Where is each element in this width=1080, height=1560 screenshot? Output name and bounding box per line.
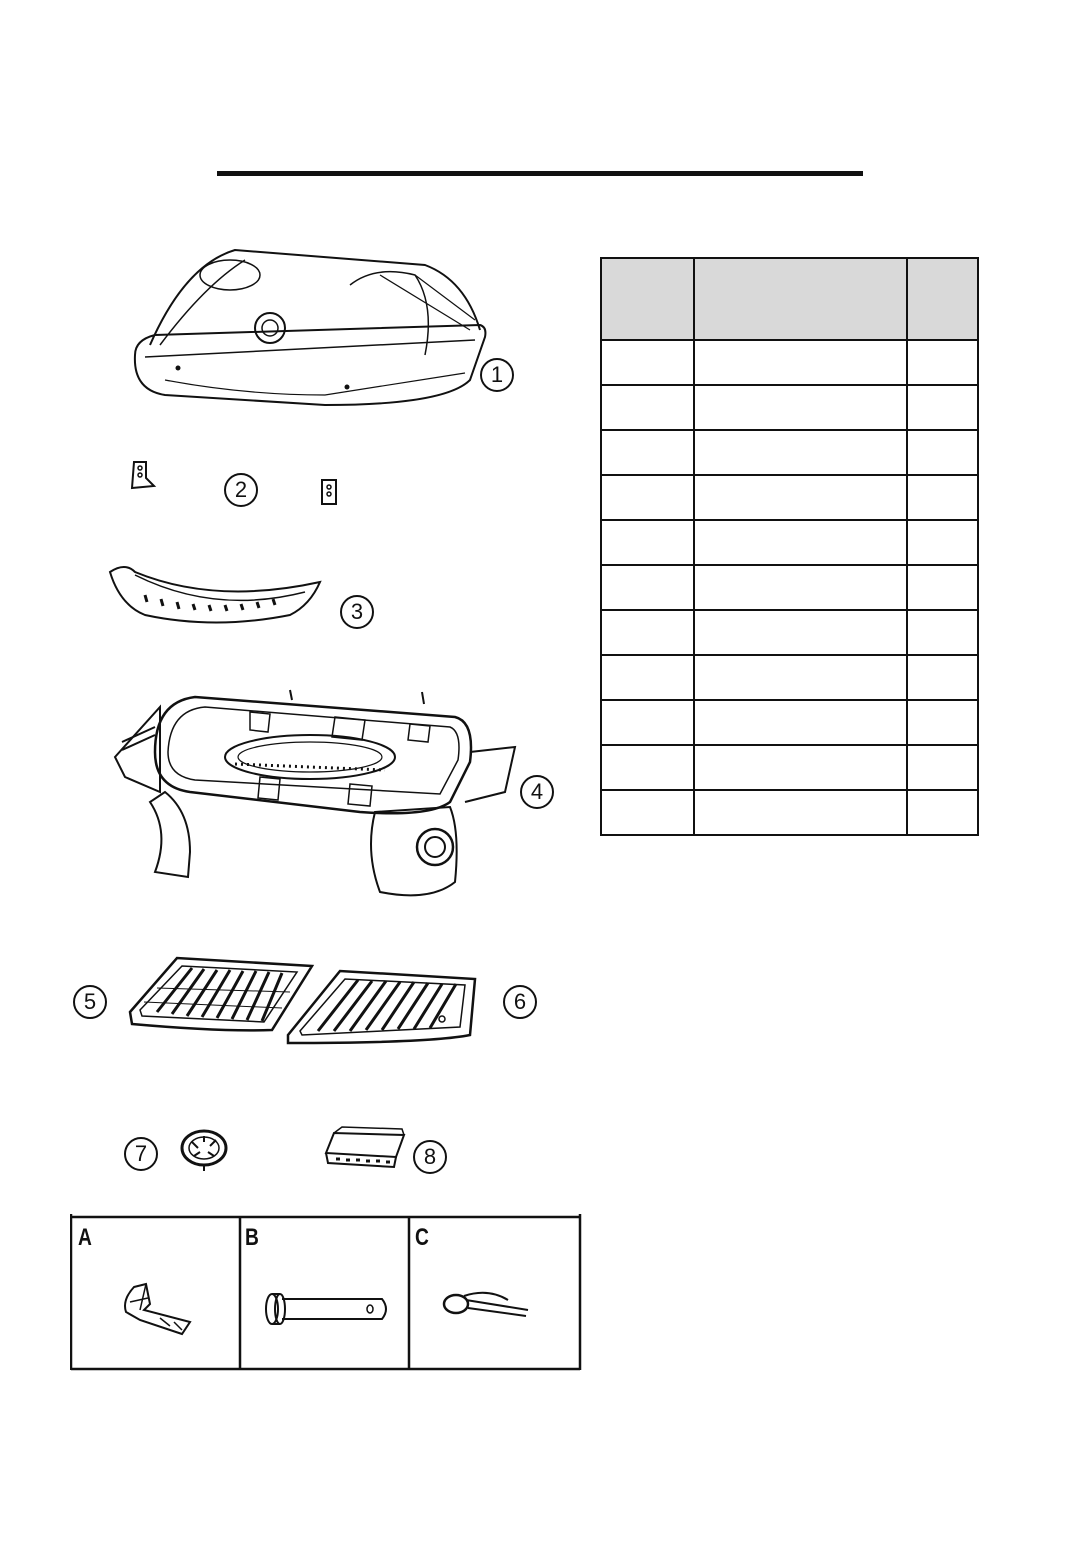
title-rule — [217, 171, 863, 176]
table-header-cell — [694, 258, 907, 340]
table-row — [601, 655, 978, 700]
callout-5: 5 — [73, 985, 107, 1019]
callout-6: 6 — [503, 985, 537, 1019]
table-row — [601, 385, 978, 430]
table-row — [601, 430, 978, 475]
cooking-grate-right-icon — [280, 965, 485, 1047]
callout-4: 4 — [520, 775, 554, 809]
thermometer-icon — [178, 1128, 230, 1173]
lid-bracket-icon — [128, 458, 160, 492]
lid-handle-icon — [105, 560, 325, 635]
callout-3: 3 — [340, 595, 374, 629]
table-row — [601, 565, 978, 610]
table-row — [601, 520, 978, 565]
grill-base-icon — [110, 682, 520, 907]
table-row — [601, 610, 978, 655]
table-row — [601, 790, 978, 835]
clip-bracket-icon — [120, 1282, 195, 1342]
hardware-panel — [70, 1214, 580, 1369]
hardware-letter-c: C — [415, 1224, 429, 1251]
table-row — [601, 475, 978, 520]
grill-lid-icon — [125, 245, 490, 415]
callout-1: 1 — [480, 358, 514, 392]
r-clip-icon — [438, 1286, 533, 1326]
callout-8: 8 — [413, 1140, 447, 1174]
hinge-pin-icon — [262, 1289, 392, 1329]
grease-tray-icon — [322, 1125, 407, 1170]
table-header-row — [601, 258, 978, 340]
lid-bracket-icon — [318, 478, 342, 508]
hardware-letter-a: A — [78, 1224, 92, 1251]
hardware-letter-b: B — [245, 1224, 259, 1251]
table-row — [601, 745, 978, 790]
table-row — [601, 700, 978, 745]
table-header-cell — [907, 258, 978, 340]
parts-list-table — [600, 257, 979, 836]
table-header-cell — [601, 258, 694, 340]
callout-7: 7 — [124, 1137, 158, 1171]
table-row — [601, 340, 978, 385]
callout-2: 2 — [224, 473, 258, 507]
